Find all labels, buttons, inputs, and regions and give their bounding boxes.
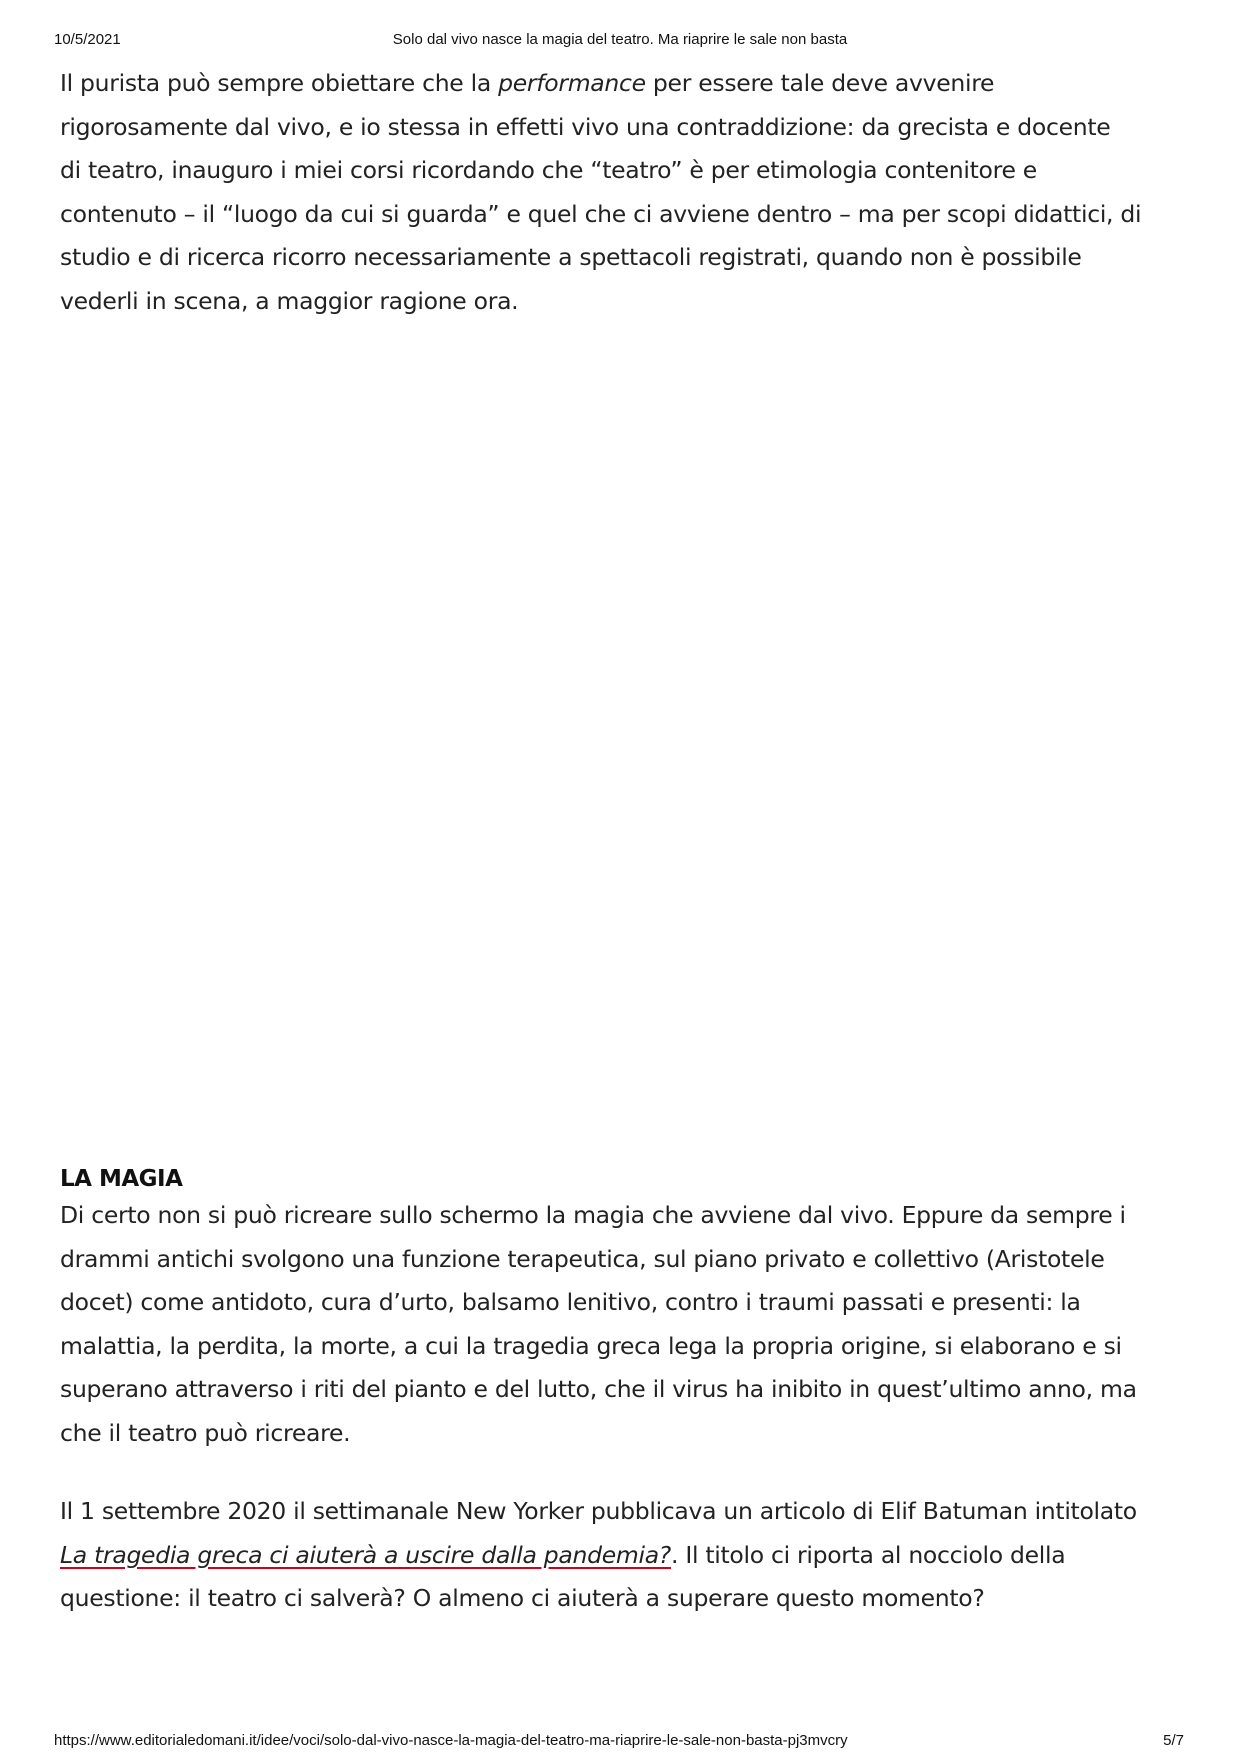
paragraph-line: superano attraverso i riti del pianto e del lutto, che il virus ha inibito in quest’ultimo anno, ma — [60, 1375, 1137, 1403]
embedded-media-placeholder — [60, 330, 1190, 1150]
print-page-number: 5/7 — [1163, 1732, 1184, 1749]
paragraph-line: Il 1 settembre 2020 il settimanale New Yorker pubblicava un articolo di Elif Batuman intitolato — [60, 1497, 1137, 1525]
paragraph-line: rigorosamente dal vivo, e io stessa in effetti vivo una contraddizione: da grecista e docente — [60, 112, 1111, 141]
print-date: 10/5/2021 — [54, 31, 121, 48]
paragraph-line: questione: il teatro ci salverà? O almeno ci aiuterà a superare questo momento? — [60, 1584, 985, 1612]
article-paragraph-3 — [60, 1490, 1190, 1621]
article-paragraph-1 — [60, 62, 1190, 323]
paragraph-line: vederli in scena, a maggior ragione ora. — [60, 286, 519, 315]
print-page-title: Solo dal vivo nasce la magia del teatro. Ma riaprire le sale non basta — [392, 31, 848, 48]
paragraph-line: studio e di ricerca ricorro necessariamente a spettacoli registrati, quando non è possibile — [60, 243, 1082, 271]
paragraph-line: contenuto – il “luogo da cui si guarda” e quel che ci avviene dentro – ma per scopi didattici, di — [60, 199, 1142, 228]
article-paragraph-2 — [60, 1194, 1190, 1455]
paragraph-line: docet) come antidoto, cura d’urto, balsamo lenitivo, contro i traumi passati e presenti: la — [60, 1288, 1081, 1316]
paragraph-line: Di certo non si può ricreare sullo schermo la magia che avviene dal vivo. Eppure da sempre i — [60, 1201, 1126, 1229]
paragraph-line: Il purista può sempre obiettare che la performance per essere tale deve avvenire — [60, 69, 995, 97]
paragraph-line: malattia, la perdita, la morte, a cui la tragedia greca lega la propria origine, si elaborano e si — [60, 1331, 1122, 1360]
paragraph-line: che il teatro può ricreare. — [60, 1418, 351, 1447]
emphasis-performance: performance — [498, 69, 646, 97]
print-header — [0, 31, 1240, 51]
paragraph-line: La tragedia greca ci aiuterà a uscire dalla pandemia?. Il titolo ci riporta al nocciolo della — [60, 1540, 1066, 1569]
paragraph-line: di teatro, inauguro i miei corsi ricordando che “teatro” è per etimologia contenitore e — [60, 156, 1037, 184]
new-yorker-article-link[interactable]: La tragedia greca ci aiuterà a uscire dalla pandemia? — [60, 1540, 671, 1569]
print-footer — [0, 1732, 1240, 1752]
section-heading: LA MAGIA — [60, 1166, 183, 1192]
print-url: https://www.editorialedomani.it/idee/voci/solo-dal-vivo-nasce-la-magia-del-teatro-ma-riaprire-le-sale-non-basta-pj3mvcry — [54, 1732, 848, 1749]
paragraph-line: drammi antichi svolgono una funzione terapeutica, sul piano privato e collettivo (Aristotele — [60, 1244, 1105, 1273]
